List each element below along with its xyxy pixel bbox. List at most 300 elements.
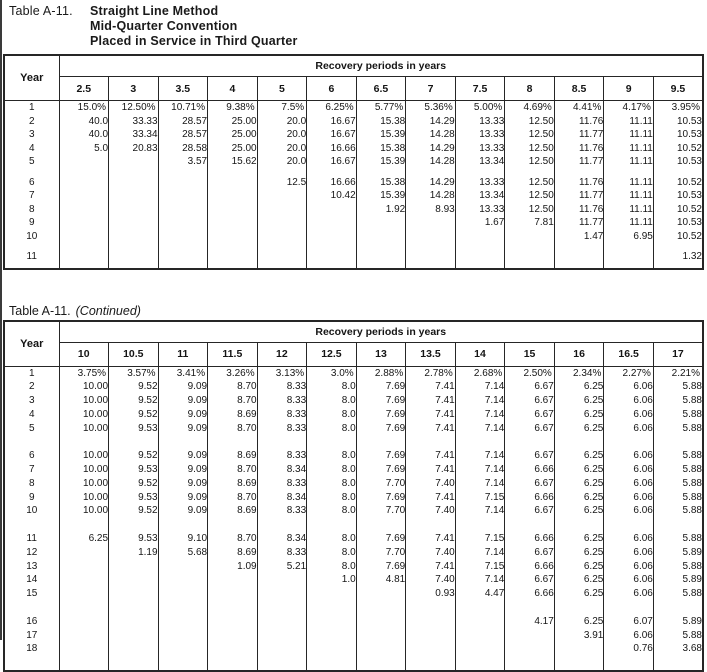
value-cell: 4.47 xyxy=(455,587,505,601)
table-a11-title-line-1: Straight Line Method xyxy=(90,4,298,19)
year-cell: 10 xyxy=(4,230,59,244)
value-cell: 6.67 xyxy=(505,573,555,587)
value-cell: 9.52 xyxy=(109,394,159,408)
year-cell: 9 xyxy=(4,216,59,230)
year-cell: 13 xyxy=(4,560,59,574)
table-a11-title xyxy=(2,0,707,49)
value-cell: 7.40 xyxy=(406,504,456,518)
value-cell xyxy=(208,250,258,264)
value-cell xyxy=(505,250,555,264)
value-cell: 6.06 xyxy=(604,546,654,560)
value-cell xyxy=(257,203,307,217)
value-cell xyxy=(59,243,109,250)
year-column-header: Year xyxy=(4,55,59,101)
value-cell: 33.33 xyxy=(109,115,159,129)
value-cell xyxy=(109,216,159,230)
value-cell: 7.41 xyxy=(406,463,456,477)
value-cell: 20.0 xyxy=(257,128,307,142)
value-cell xyxy=(307,203,357,217)
value-cell xyxy=(505,629,555,643)
value-cell xyxy=(653,518,703,532)
value-cell: 6.25 xyxy=(554,408,604,422)
value-cell: 7.15 xyxy=(455,560,505,574)
value-cell xyxy=(158,169,208,176)
value-cell: 8.70 xyxy=(208,463,258,477)
table-row xyxy=(4,642,703,656)
value-cell: 20.0 xyxy=(257,155,307,169)
table-a11-continued-title-label: Table A-11. xyxy=(9,304,71,319)
value-cell: 11.11 xyxy=(604,203,654,217)
value-cell xyxy=(257,615,307,629)
table-row xyxy=(4,463,703,477)
value-cell: 16.66 xyxy=(307,142,357,156)
value-cell: 8.69 xyxy=(208,408,258,422)
value-cell: 6.06 xyxy=(604,422,654,436)
value-cell: 5.36% xyxy=(406,101,456,115)
value-cell: 9.53 xyxy=(109,491,159,505)
value-cell xyxy=(356,169,406,176)
value-cell: 5.88 xyxy=(653,587,703,601)
value-cell xyxy=(307,601,357,615)
value-cell xyxy=(109,587,159,601)
recovery-period-column-header: 12 xyxy=(257,342,307,366)
value-cell: 8.0 xyxy=(307,408,357,422)
value-cell xyxy=(307,518,357,532)
value-cell: 6.67 xyxy=(505,408,555,422)
value-cell: 15.38 xyxy=(356,176,406,190)
value-cell: 6.06 xyxy=(604,380,654,394)
value-cell xyxy=(406,601,456,615)
value-cell xyxy=(455,615,505,629)
value-cell xyxy=(59,189,109,203)
value-cell: 8.0 xyxy=(307,491,357,505)
value-cell: 1.67 xyxy=(455,216,505,230)
table-row xyxy=(4,176,703,190)
value-cell: 6.25 xyxy=(59,532,109,546)
table-a11-continued-title xyxy=(2,300,707,319)
value-cell xyxy=(307,230,357,244)
value-cell: 15.0% xyxy=(59,101,109,115)
value-cell: 15.39 xyxy=(356,128,406,142)
recovery-period-column-header: 13 xyxy=(356,342,406,366)
value-cell xyxy=(208,518,258,532)
value-cell xyxy=(208,243,258,250)
year-cell: 7 xyxy=(4,189,59,203)
recovery-period-column-header: 12.5 xyxy=(307,342,357,366)
value-cell: 10.52 xyxy=(653,142,703,156)
table-end-padding-row xyxy=(4,656,703,671)
value-cell: 14.29 xyxy=(406,142,456,156)
value-cell: 7.69 xyxy=(356,491,406,505)
value-cell xyxy=(158,176,208,190)
value-cell: 5.89 xyxy=(653,615,703,629)
value-cell xyxy=(59,203,109,217)
value-cell: 13.33 xyxy=(455,128,505,142)
value-cell xyxy=(455,642,505,656)
value-cell: 5.88 xyxy=(653,394,703,408)
value-cell xyxy=(604,601,654,615)
value-cell: 15.38 xyxy=(356,142,406,156)
value-cell xyxy=(59,230,109,244)
value-cell xyxy=(109,560,159,574)
value-cell: 7.69 xyxy=(356,422,406,436)
value-cell: 16.66 xyxy=(307,176,357,190)
value-cell xyxy=(604,250,654,264)
value-cell: 6.06 xyxy=(604,463,654,477)
value-cell: 11.77 xyxy=(554,155,604,169)
year-cell: 11 xyxy=(4,532,59,546)
value-cell xyxy=(356,601,406,615)
value-cell xyxy=(604,169,654,176)
value-cell: 2.50% xyxy=(505,366,555,380)
value-cell: 8.0 xyxy=(307,422,357,436)
value-cell: 5.0 xyxy=(59,142,109,156)
value-cell: 8.0 xyxy=(307,546,357,560)
value-cell: 1.0 xyxy=(307,573,357,587)
value-cell: 11.11 xyxy=(604,189,654,203)
value-cell: 2.78% xyxy=(406,366,456,380)
value-cell xyxy=(158,250,208,264)
year-cell xyxy=(4,264,59,269)
value-cell xyxy=(356,615,406,629)
value-cell: 3.41% xyxy=(158,366,208,380)
table-row xyxy=(4,203,703,217)
value-cell xyxy=(257,629,307,643)
value-cell: 8.69 xyxy=(208,449,258,463)
value-cell xyxy=(455,518,505,532)
table-a11-title-line-3: Placed in Service in Third Quarter xyxy=(90,34,298,49)
value-cell xyxy=(59,176,109,190)
value-cell xyxy=(505,656,555,671)
value-cell xyxy=(109,642,159,656)
value-cell xyxy=(109,601,159,615)
value-cell: 2.34% xyxy=(554,366,604,380)
value-cell xyxy=(257,243,307,250)
value-cell: 8.33 xyxy=(257,546,307,560)
value-cell: 9.09 xyxy=(158,463,208,477)
value-cell: 8.93 xyxy=(406,203,456,217)
value-cell: 25.00 xyxy=(208,142,258,156)
table-row xyxy=(4,408,703,422)
value-cell xyxy=(158,573,208,587)
value-cell: 4.41% xyxy=(554,101,604,115)
recovery-period-column-header: 5 xyxy=(257,77,307,101)
value-cell: 6.66 xyxy=(505,463,555,477)
value-cell: 6.67 xyxy=(505,477,555,491)
value-cell xyxy=(554,656,604,671)
value-cell: 0.93 xyxy=(406,587,456,601)
value-cell: 6.25 xyxy=(554,560,604,574)
value-cell: 10.53 xyxy=(653,216,703,230)
value-cell: 12.50 xyxy=(505,155,555,169)
value-cell xyxy=(307,642,357,656)
year-cell xyxy=(4,518,59,532)
value-cell: 8.69 xyxy=(208,546,258,560)
value-cell: 12.5 xyxy=(257,176,307,190)
value-cell: 3.95% xyxy=(653,101,703,115)
year-cell: 18 xyxy=(4,642,59,656)
value-cell: 6.25 xyxy=(554,477,604,491)
value-cell xyxy=(604,518,654,532)
value-cell xyxy=(356,264,406,269)
value-cell xyxy=(208,573,258,587)
value-cell xyxy=(257,250,307,264)
value-cell: 12.50 xyxy=(505,115,555,129)
value-cell xyxy=(455,250,505,264)
value-cell: 7.14 xyxy=(455,463,505,477)
value-cell: 10.52 xyxy=(653,230,703,244)
value-cell: 7.69 xyxy=(356,380,406,394)
value-cell: 6.25 xyxy=(554,463,604,477)
value-cell: 9.09 xyxy=(158,477,208,491)
value-cell xyxy=(257,601,307,615)
value-cell xyxy=(653,601,703,615)
value-cell: 10.71% xyxy=(158,101,208,115)
value-cell xyxy=(59,615,109,629)
value-cell xyxy=(406,243,456,250)
value-cell: 7.70 xyxy=(356,477,406,491)
value-cell: 3.57% xyxy=(109,366,159,380)
value-cell: 2.27% xyxy=(604,366,654,380)
value-cell xyxy=(257,264,307,269)
value-cell xyxy=(406,435,456,449)
year-cell xyxy=(4,435,59,449)
value-cell: 7.14 xyxy=(455,546,505,560)
year-cell: 5 xyxy=(4,155,59,169)
value-cell: 7.40 xyxy=(406,546,456,560)
value-cell xyxy=(505,264,555,269)
year-cell: 16 xyxy=(4,615,59,629)
value-cell: 2.68% xyxy=(455,366,505,380)
recovery-period-column-header: 17 xyxy=(653,342,703,366)
value-cell: 8.33 xyxy=(257,394,307,408)
value-cell: 6.25 xyxy=(554,573,604,587)
value-cell xyxy=(554,250,604,264)
value-cell xyxy=(158,243,208,250)
value-cell: 6.06 xyxy=(604,394,654,408)
value-cell: 6.67 xyxy=(505,546,555,560)
value-cell: 5.88 xyxy=(653,449,703,463)
recovery-period-column-header: 7.5 xyxy=(455,77,505,101)
value-cell xyxy=(208,216,258,230)
value-cell: 8.69 xyxy=(208,477,258,491)
value-cell: 7.40 xyxy=(406,573,456,587)
value-cell xyxy=(208,629,258,643)
value-cell xyxy=(455,629,505,643)
value-cell: 4.69% xyxy=(505,101,555,115)
value-cell xyxy=(109,615,159,629)
value-cell: 5.68 xyxy=(158,546,208,560)
recovery-period-column-header: 14 xyxy=(455,342,505,366)
value-cell: 9.52 xyxy=(109,504,159,518)
value-cell: 4.81 xyxy=(356,573,406,587)
value-cell: 15.39 xyxy=(356,189,406,203)
year-cell: 12 xyxy=(4,546,59,560)
value-cell xyxy=(406,250,456,264)
value-cell xyxy=(356,656,406,671)
value-cell xyxy=(307,169,357,176)
value-cell: 6.25 xyxy=(554,491,604,505)
value-cell: 6.25 xyxy=(554,394,604,408)
value-cell: 6.06 xyxy=(604,504,654,518)
value-cell: 11.76 xyxy=(554,115,604,129)
value-cell xyxy=(653,435,703,449)
value-cell: 12.50 xyxy=(505,128,555,142)
value-cell: 7.14 xyxy=(455,380,505,394)
value-cell: 7.69 xyxy=(356,394,406,408)
value-cell xyxy=(158,587,208,601)
table-row xyxy=(4,587,703,601)
value-cell: 12.50 xyxy=(505,142,555,156)
value-cell xyxy=(158,216,208,230)
value-cell xyxy=(505,169,555,176)
value-cell xyxy=(356,642,406,656)
value-cell: 6.25 xyxy=(554,546,604,560)
year-cell: 6 xyxy=(4,449,59,463)
value-cell xyxy=(59,560,109,574)
value-cell: 8.0 xyxy=(307,477,357,491)
recovery-period-column-header: 3 xyxy=(109,77,159,101)
value-cell: 9.09 xyxy=(158,449,208,463)
value-cell: 6.67 xyxy=(505,422,555,436)
value-cell xyxy=(109,189,159,203)
table-row xyxy=(4,115,703,129)
value-cell: 10.00 xyxy=(59,463,109,477)
value-cell: 20.83 xyxy=(109,142,159,156)
table-row xyxy=(4,615,703,629)
value-cell xyxy=(257,189,307,203)
value-cell xyxy=(158,435,208,449)
value-cell: 6.25% xyxy=(307,101,357,115)
value-cell xyxy=(257,573,307,587)
year-cell: 2 xyxy=(4,115,59,129)
value-cell: 7.70 xyxy=(356,504,406,518)
value-cell: 7.40 xyxy=(406,477,456,491)
value-cell xyxy=(208,264,258,269)
value-cell xyxy=(208,435,258,449)
value-cell: 9.09 xyxy=(158,380,208,394)
value-cell: 16.67 xyxy=(307,115,357,129)
value-cell xyxy=(59,250,109,264)
value-cell: 7.69 xyxy=(356,560,406,574)
value-cell: 6.66 xyxy=(505,560,555,574)
value-cell: 28.57 xyxy=(158,115,208,129)
value-cell: 6.06 xyxy=(604,532,654,546)
value-cell: 12.50 xyxy=(505,176,555,190)
value-cell: 14.28 xyxy=(406,189,456,203)
value-cell: 7.41 xyxy=(406,532,456,546)
value-cell xyxy=(109,230,159,244)
value-cell: 7.41 xyxy=(406,394,456,408)
value-cell: 13.34 xyxy=(455,189,505,203)
value-cell xyxy=(653,243,703,250)
value-cell: 7.14 xyxy=(455,394,505,408)
value-cell: 8.70 xyxy=(208,422,258,436)
recovery-period-column-header: 11.5 xyxy=(208,342,258,366)
table-row xyxy=(4,532,703,546)
value-cell xyxy=(109,435,159,449)
value-cell xyxy=(158,656,208,671)
value-cell: 11.11 xyxy=(604,155,654,169)
value-cell: 6.06 xyxy=(604,449,654,463)
value-cell: 6.25 xyxy=(554,532,604,546)
value-cell: 40.0 xyxy=(59,128,109,142)
table-a11-continued-body xyxy=(4,366,703,671)
value-cell: 14.29 xyxy=(406,176,456,190)
recovery-period-column-header: 10.5 xyxy=(109,342,159,366)
value-cell: 11.11 xyxy=(604,216,654,230)
value-cell xyxy=(406,216,456,230)
value-cell xyxy=(109,656,159,671)
value-cell: 7.69 xyxy=(356,449,406,463)
value-cell: 9.09 xyxy=(158,394,208,408)
value-cell xyxy=(257,435,307,449)
value-cell xyxy=(455,601,505,615)
recovery-periods-header: Recovery periods in years xyxy=(59,321,703,343)
value-cell xyxy=(554,169,604,176)
value-cell: 6.67 xyxy=(505,380,555,394)
value-cell xyxy=(554,243,604,250)
value-cell: 9.09 xyxy=(158,408,208,422)
table-a11-body xyxy=(4,101,703,269)
value-cell: 20.0 xyxy=(257,142,307,156)
value-cell: 12.50 xyxy=(505,189,555,203)
value-cell: 15.62 xyxy=(208,155,258,169)
table-row xyxy=(4,560,703,574)
value-cell: 6.25 xyxy=(554,380,604,394)
recovery-period-column-header: 15 xyxy=(505,342,555,366)
table-row xyxy=(4,216,703,230)
value-cell xyxy=(257,169,307,176)
value-cell: 2.88% xyxy=(356,366,406,380)
value-cell xyxy=(604,656,654,671)
value-cell: 10.53 xyxy=(653,115,703,129)
recovery-period-column-header: 6.5 xyxy=(356,77,406,101)
table-end-padding-row xyxy=(4,264,703,269)
year-cell: 3 xyxy=(4,394,59,408)
value-cell xyxy=(554,601,604,615)
value-cell: 8.70 xyxy=(208,380,258,394)
value-cell xyxy=(257,230,307,244)
value-cell xyxy=(604,264,654,269)
value-cell: 3.0% xyxy=(307,366,357,380)
value-cell xyxy=(158,615,208,629)
value-cell: 6.25 xyxy=(554,449,604,463)
value-cell xyxy=(257,216,307,230)
value-cell xyxy=(455,264,505,269)
value-cell xyxy=(356,230,406,244)
value-cell: 7.15 xyxy=(455,532,505,546)
year-cell: 17 xyxy=(4,629,59,643)
value-cell: 33.34 xyxy=(109,128,159,142)
value-cell xyxy=(406,264,456,269)
value-cell: 9.38% xyxy=(208,101,258,115)
group-spacer-row xyxy=(4,601,703,615)
value-cell: 13.33 xyxy=(455,115,505,129)
value-cell xyxy=(158,203,208,217)
value-cell: 15.38 xyxy=(356,115,406,129)
value-cell xyxy=(109,629,159,643)
value-cell: 11.76 xyxy=(554,176,604,190)
table-row xyxy=(4,366,703,380)
value-cell: 9.09 xyxy=(158,504,208,518)
table-row xyxy=(4,394,703,408)
value-cell: 9.09 xyxy=(158,491,208,505)
value-cell: 8.34 xyxy=(257,532,307,546)
value-cell xyxy=(59,435,109,449)
value-cell: 5.88 xyxy=(653,477,703,491)
value-cell xyxy=(307,615,357,629)
